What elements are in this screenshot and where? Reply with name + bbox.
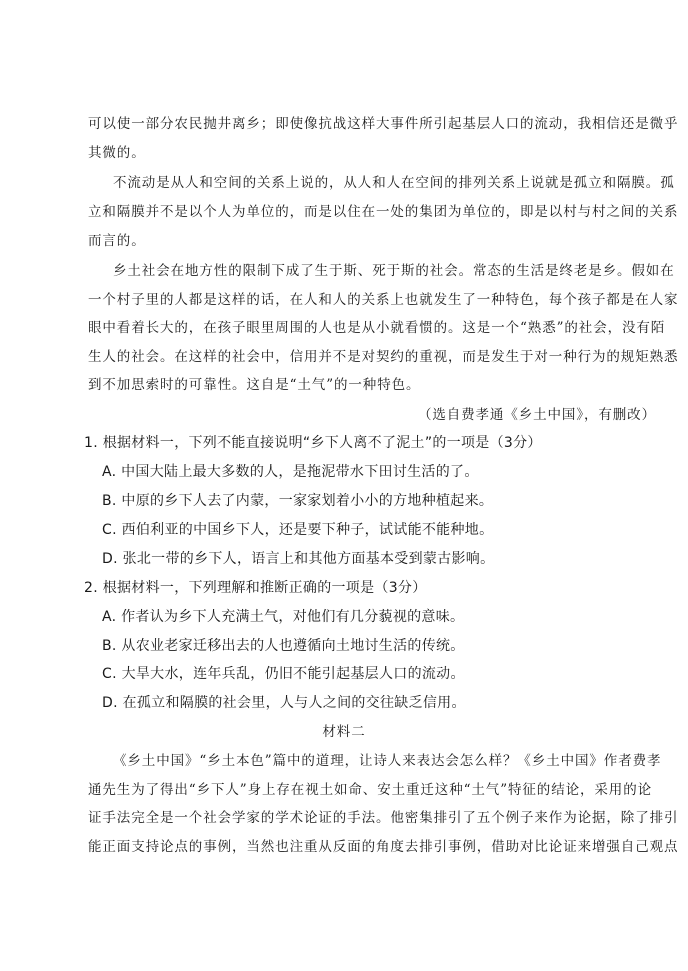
material2-paragraph1-line4: 能正面支持论点的事例，当然也注重从反面的角度去排引事例，借助对比论证来增强自己观点 <box>88 839 679 855</box>
question-2-stem: 2. 根据材料一，下列理解和推断正确的一项是（3分） <box>84 580 427 596</box>
question-1-stem: 1. 根据材料一，下列不能直接说明“乡下人离不了泥土”的一项是（3分） <box>84 435 542 451</box>
material1-source: （选自费孝通《乡土中国》，有删改） <box>417 407 656 423</box>
question-1-option-a: A. 中国大陆上最大多数的人，是拖泥带水下田讨生活的了。 <box>102 464 479 480</box>
material1-paragraph1-line2: 其微的。 <box>88 145 146 161</box>
material2-paragraph1-line3: 证手法完全是一个社会学家的学术论证的手法。他密集排引了五个例子来作为论据，除了排引 <box>88 810 679 826</box>
material1-paragraph2-line1: 不流动是从人和空间的关系上说的，从人和人在空间的排列关系上说就是孤立和隔膜。孤 <box>113 175 675 191</box>
material2-paragraph1-line1: 《乡土中国》“乡土本色”篇中的道理，让诗人来表达会怎么样？《乡土中国》作者费孝 <box>113 753 662 769</box>
material1-paragraph1-line1: 可以使一部分农民抛井离乡；即使像抗战这样大事件所引起基层人口的流动，我相信还是微乎 <box>88 116 679 132</box>
question-1-option-d: D. 张北一带的乡下人，语言上和其他方面基本受到蒙古影响。 <box>102 551 495 567</box>
question-2-option-d: D. 在孤立和隔膜的社会里，人与人之间的交往缺乏信用。 <box>102 695 466 711</box>
material1-paragraph2-line3: 而言的。 <box>88 233 146 249</box>
question-1-option-b: B. 中原的乡下人去了内蒙，一家家划着小小的方地种植起来。 <box>102 493 494 509</box>
question-2-option-b: B. 从农业老家迁移出去的人也遵循向土地讨生活的传统。 <box>102 638 465 654</box>
material2-title: 材料二 <box>322 724 366 740</box>
question-2-option-a: A. 作者认为乡下人充满土气，对他们有几分藐视的意味。 <box>102 609 465 625</box>
material1-paragraph3-line2: 一个村子里的人都是这样的话，在人和人的关系上也就发生了一种特色，每个孩子都是在人家 <box>88 292 679 308</box>
material1-paragraph3-line3: 眼中看着长大的，在孩子眼里周围的人也是从小就看惯的。这是一个“熟悉”的社会，没有陌 <box>88 320 666 336</box>
material2-paragraph1-line2: 通先生为了得出“乡下人”身上存在视土如命、安土重迁这种“土气”特征的结论，采用的论 <box>88 782 653 798</box>
material1-paragraph3-line4: 生人的社会。在这样的社会中，信用并不是对契约的重视，而是发生于对一种行为的规矩熟悉 <box>88 349 679 365</box>
question-1-option-c: C. 西伯利亚的中国乡下人，还是要下种子，试试能不能种地。 <box>102 522 494 538</box>
material1-paragraph2-line2: 立和隔膜并不是以个人为单位的，而是以住在一处的集团为单位的，即是以村与村之间的关系 <box>88 204 679 220</box>
question-2-option-c: C. 大旱大水，连年兵乱，仍旧不能引起基层人口的流动。 <box>102 666 465 682</box>
material1-paragraph3-line5: 到不加思索时的可靠性。这自是“土气”的一种特色。 <box>88 377 421 393</box>
material1-paragraph3-line1: 乡土社会在地方性的限制下成了生于斯、死于斯的社会。常态的生活是终老是乡。假如在 <box>113 263 675 279</box>
